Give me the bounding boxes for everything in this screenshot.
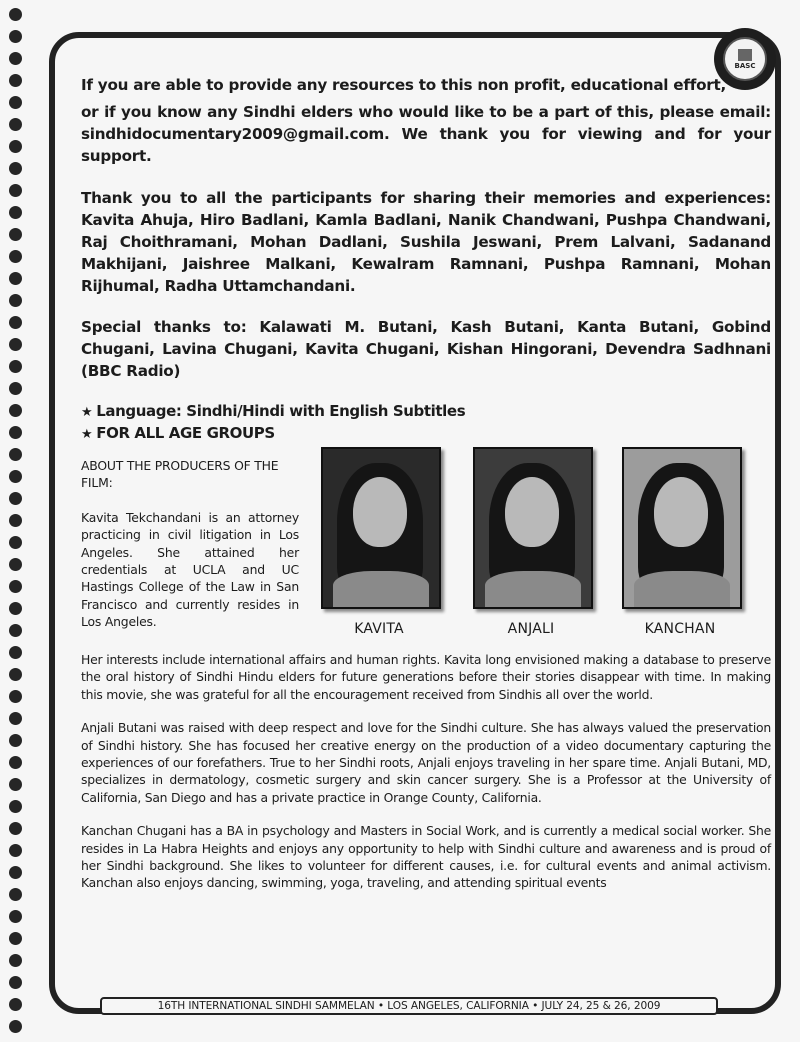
participants-lead: Thank you to all the participants for sharing their memories and experiences: [81,189,771,207]
binding-hole [9,360,22,373]
binding-hole [9,866,22,879]
producers-section [81,457,771,647]
caption-kavita: KAVITA [354,621,404,637]
special-thanks-paragraph: Special thanks to: Kalawati M. Butani, Kash Butani, Kanta Butani, Gobind Chugani, Lavina Chugani, Kavita Chugani, Kishan Hingorani, Devendra Sadhnani (BBC Radio) [81,318,771,380]
binding-hole [9,668,22,681]
info-bullets [81,401,771,445]
anjali-bio: Anjali Butani was raised with deep respect and love for the Sindhi culture. She has always valued the preservation of Sindhi history. She has focused her creative energy on the production of a video documentary capturing the experiences of our forefathers. True to her Sindhi roots, Anjali enjoys traveling in her spare time. Anjali Butani, MD, specializes in dermatology, cosmetic surgery and skin cancer surgery. She is a Professor at the University of California, San Diego and has a private practice in Orange County, California. [81,720,771,805]
kanchan-bio: Kanchan Chugani has a BA in psychology and Masters in Social Work, and is currently a medical social worker. She resides in La Habra Heights and enjoys any opportunity to help with Sindhi culture and awareness and is proud of her Sindhi background. She likes to volunteer for different causes, i.e. for cultural events and animal activism. Kanchan also enjoys dancing, swimming, yoga, traveling, and attending spiritual events [81,823,771,891]
binding-hole [9,338,22,351]
binding-hole [9,382,22,395]
binding-hole [9,250,22,263]
binding-hole [9,800,22,813]
portrait-photo-kanchan [622,447,742,609]
binding-hole [9,140,22,153]
binding-hole [9,690,22,703]
about-column [81,457,299,631]
binding-hole [9,558,22,571]
intro-paragraph [81,74,771,167]
spiral-binding [9,8,23,1042]
binding-hole [9,954,22,967]
binding-hole [9,448,22,461]
binding-hole [9,778,22,791]
kavita-intro: Kavita Tekchandani is an attorney practicing in civil litigation in Los Angeles. She attained her credentials at UCLA and UC Hastings College of the Law in San Francisco and currently resides in Los Angeles. [81,509,299,630]
portrait-photo-kavita [321,447,441,609]
binding-hole [9,96,22,109]
binding-hole [9,998,22,1011]
binding-hole [9,756,22,769]
binding-hole [9,30,22,43]
participants-names: Kavita Ahuja, Hiro Badlani, Kamla Badlani, Nanik Chandwani, Pushpa Chandwani, Raj Choithramani, Mohan Dadlani, Sushila Jeswani, Prem Lalvani, Sadanand Makhijani, Jaishree Malkani, Kewalram Ramnani, Pushpa Ramnani, Mohan Rijhumal, Radha Uttamchandani. [81,211,771,295]
photo-body [485,571,581,607]
binding-hole [9,492,22,505]
binding-hole [9,470,22,483]
binding-hole [9,272,22,285]
photo-face [505,477,559,547]
binding-hole [9,888,22,901]
star-icon: ★ [81,427,93,442]
intro-rest: or if you know any Sindhi elders who would like to be a part of this, please email: sindhidocumentary2009@gmail.com. We thank you for viewing and for your support. [81,103,771,165]
binding-hole [9,316,22,329]
portrait-photo-anjali [473,447,593,609]
binding-hole [9,580,22,593]
binding-hole [9,514,22,527]
star-icon: ★ [81,405,93,420]
photo-face [654,477,708,547]
kavita-bio-continued: Her interests include international affairs and human rights. Kavita long envisioned making a database to preserve the oral history of Sindhi Hindu elders for future generations before their stories disappear with time. In making this movie, she was grateful for all the encouragement received from Sindhis all over the world. [81,652,771,702]
binding-hole [9,228,22,241]
binding-hole [9,404,22,417]
seal-label: BASC [734,61,756,70]
binding-hole [9,426,22,439]
binding-hole [9,536,22,549]
binding-hole [9,932,22,945]
binding-hole [9,822,22,835]
binding-hole [9,646,22,659]
binding-hole [9,602,22,615]
binding-hole [9,162,22,175]
bullet-language: ★ Language: Sindhi/Hindi with English Subtitles [81,402,466,420]
caption-kanchan: KANCHAN [644,621,716,637]
binding-hole [9,734,22,747]
participants-paragraph [81,187,771,297]
photo-body [333,571,429,607]
binding-hole [9,976,22,989]
photo-face [353,477,407,547]
binding-hole [9,184,22,197]
binding-hole [9,206,22,219]
binding-hole [9,8,22,21]
binding-hole [9,712,22,725]
binding-hole [9,910,22,923]
intro-line-1: If you are able to provide any resources to this non profit, educational effort, [81,76,727,94]
binding-hole [9,1020,22,1033]
page-content [81,74,771,892]
about-heading: ABOUT THE PRODUCERS OF THE FILM: [81,458,279,491]
caption-anjali: ANJALI [507,621,555,637]
bullet-age-groups: ★ FOR ALL AGE GROUPS [81,424,275,442]
binding-hole [9,294,22,307]
photo-body [634,571,730,607]
emblem-icon [738,49,752,61]
binding-hole [9,624,22,637]
binding-hole [9,118,22,131]
binding-hole [9,74,22,87]
event-footer: 16TH INTERNATIONAL SINDHI SAMMELAN • LOS ANGELES, CALIFORNIA • JULY 24, 25 & 26, 2009 [100,997,718,1015]
binding-hole [9,52,22,65]
binding-hole [9,844,22,857]
